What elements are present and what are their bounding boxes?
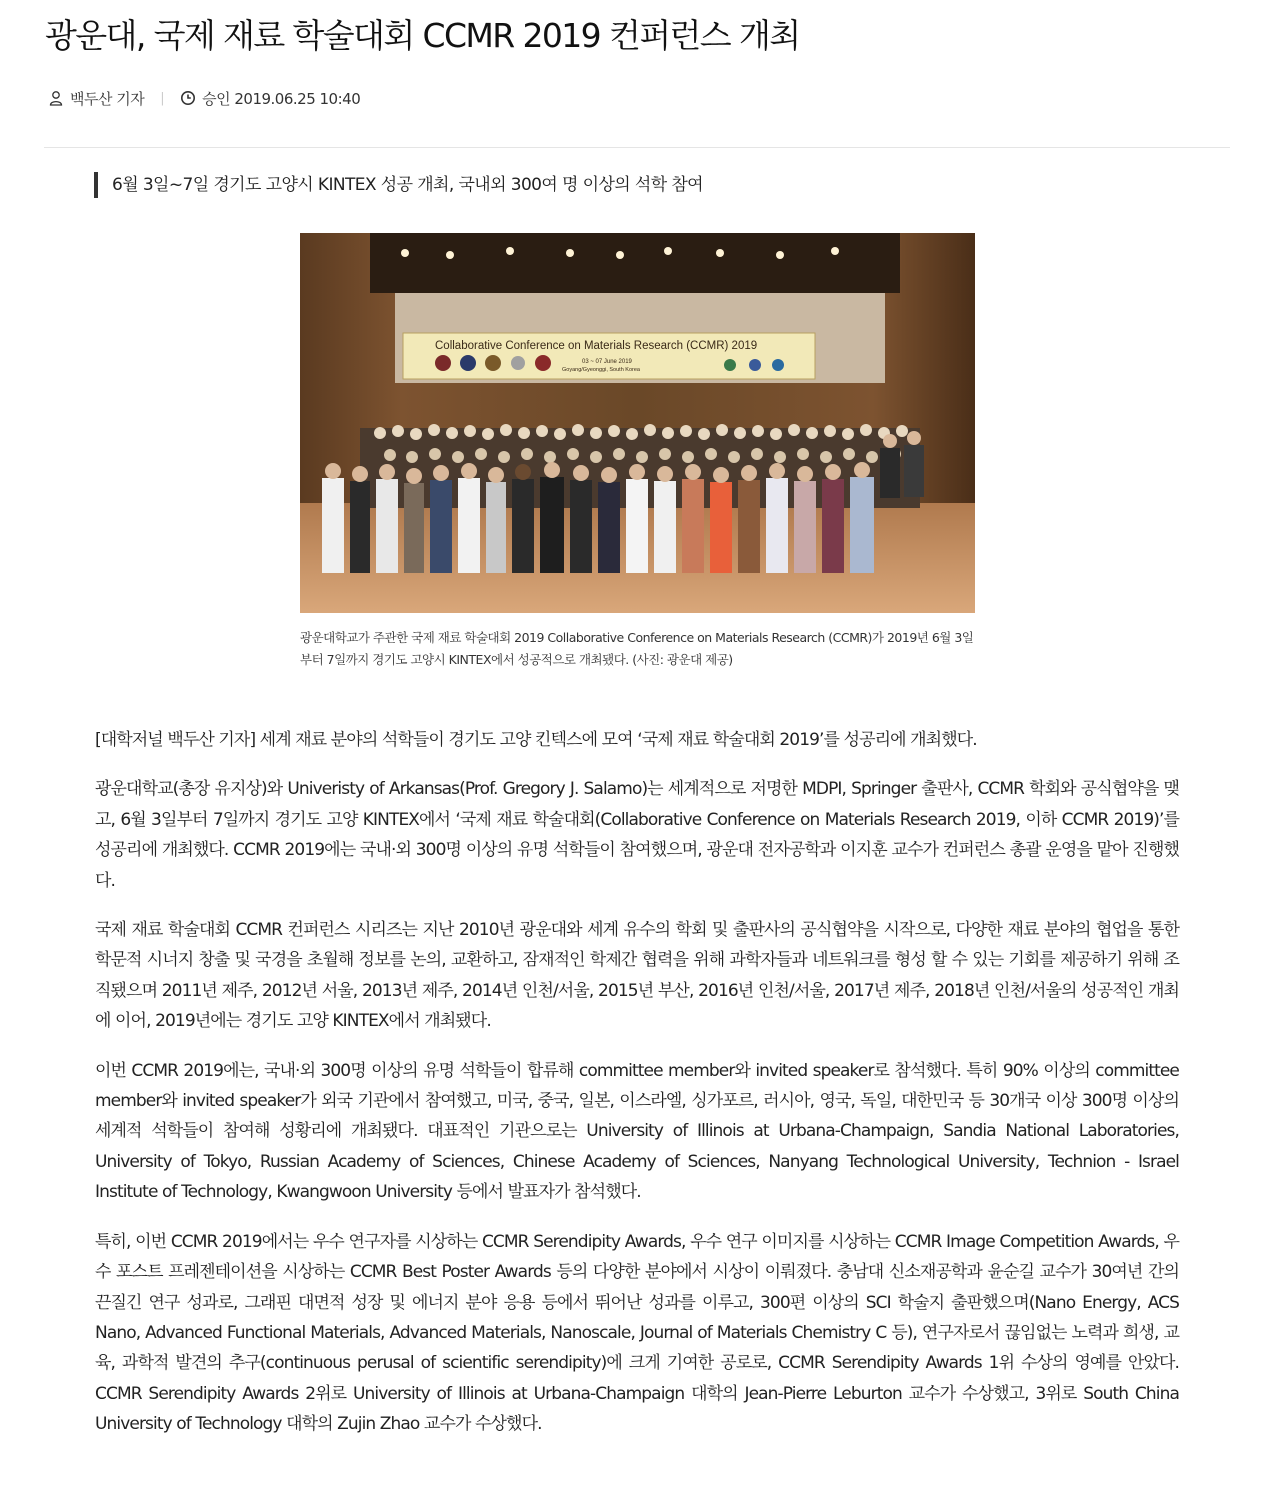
article-title: 광운대, 국제 재료 학술대회 CCMR 2019 컨퍼런스 개최 (45, 16, 800, 55)
body-paragraph: 광운대학교(총장 유지상)와 Univeristy of Arkansas(Prof. Gregory J. Salamo)는 세계적으로 저명한 MDPI, Springer 출판사, CCMR 학회와 공식협약을 맺고, 6월 3일부터 7일까지 경기도 고양 KINTEX에서 ‘국제 재료 학술대회(Collaborative Conference on Materials Research 2019, 이하 CCMR 2019)’를 성공리에 개최했다. CCMR 2019에는 국내·외 300명 이상의 유명 석학들이 참여했으며, 광운대 전자공학과 이지훈 교수가 컨퍼런스 총괄 운영을 맡아 진행했다. (95, 779, 1179, 891)
clock-icon (180, 90, 196, 106)
meta-separator: | (160, 90, 165, 106)
body-paragraph: [대학저널 백두산 기자] 세계 재료 분야의 석학들이 경기도 고양 킨텍스에 모여 ‘국제 재료 학술대회 2019’를 성공리에 개최했다. (95, 730, 977, 750)
author-name[interactable]: 백두산 기자 (70, 89, 145, 108)
approved-datetime: 승인 2019.06.25 10:40 (202, 89, 361, 108)
header-divider (44, 147, 1230, 148)
user-icon (48, 90, 64, 106)
body-paragraph: 국제 재료 학술대회 CCMR 컨퍼런스 시리즈는 지난 2010년 광운대와 세계 유수의 학회 및 출판사의 공식협약을 시작으로, 다양한 재료 분야의 협업을 통한 학문적 시너지 창출 및 국경을 초월해 정보를 논의, 교환하고, 잠재적인 학제간 협력을 위해 과학자들과 네트워크를 형성 할 수 있는 기회를 제공하기 위해 조직됐으며 2011년 제주, 2012년 서울, 2013년 제주, 2014년 인천/서울, 2015년 부산, 2016년 인천/서울, 2017년 제주, 2018년 인천/서울의 성공적인 개최에 이어, 2019년에는 경기도 고양 KINTEX에서 개최됐다. (95, 920, 1179, 1032)
banner-dates: 03 ~ 07 June 2019 (582, 359, 632, 365)
body-paragraph: 이번 CCMR 2019에는, 국내·외 300명 이상의 유명 석학들이 합류해 committee member와 invited speaker로 참석했다. 특히 90% 이상의 committee member와 invited speaker가 외국 기관에서 참여했고, 미국, 중국, 일본, 이스라엘, 싱가포르, 러시아, 영국, 독일, 대한민국 등 30개국 이상 300명 이상의 세계적 석학들이 참여해 성황리에 개최됐다. 대표적인 기관으로는 University of Illinois at Urbana-Champaign, Sandia National Laboratories, University of Tokyo, Russian Academy of Sciences, Chinese Academy of Sciences, Nanyang Technological University, Technion - Israel Institute of Technology, Kwangwoon University 등에서 발표자가 참석했다. (95, 1060, 1179, 1203)
article-subtitle: 6월 3일~7일 경기도 고양시 KINTEX 성공 개최, 국내외 300여 명 이상의 석학 참여 (94, 172, 703, 198)
article-photo (300, 233, 975, 613)
banner-title: Collaborative Conference on Materials Research (CCMR) 2019 (435, 340, 758, 352)
conference-group-photo (300, 233, 975, 613)
body-paragraph: 특히, 이번 CCMR 2019에서는 우수 연구자를 시상하는 CCMR Serendipity Awards, 우수 연구 이미지를 시상하는 CCMR Image Competition Awards, 우수 포스트 프레젠테이션을 시상하는 CCMR Best Poster Awards 등의 다양한 분야에서 시상이 이뤄졌다. 충남대 신소재공학과 윤순길 교수가 30여년 간의 끈질긴 연구 성과로, 그래핀 대면적 성장 및 에너지 분야 응용 등에서 뛰어난 성과를 이루고, 300편 이상의 SCI 학술지 출판했으며(Nano Energy, ACS Nano, Advanced Functional Materials, Advanced Materials, Nanoscale, Journal of Materials Chemistry C 등), 연구자로서 끊임없는 노력과 희생, 교육, 과학적 발견의 추구(continuous perusal of scientific serendipity)에 크게 기여한 공로로, CCMR Serendipity Awards 1위 수상의 영예를 안았다. CCMR Serendipity Awards 2위로 University of Illinois at Urbana-Champaign 대학의 Jean-Pierre Leburton 교수가 수상했고, 3위로 South China University of Technology 대학의 Zujin Zhao 교수가 수상했다. (95, 1231, 1179, 1435)
article-meta (48, 86, 360, 110)
photo-caption: 광운대학교가 주관한 국제 재료 학술대회 2019 Collaborative Conference on Materials Research (CCMR)가 2019년 6월 3일부터 7일까지 경기도 고양시 KINTEX에서 성공적으로 개최됐다. (사진: 광운대 제공) (300, 630, 974, 667)
article-body (95, 725, 1179, 1459)
banner-place: Goyang/Gyeonggi, South Korea (562, 367, 640, 373)
